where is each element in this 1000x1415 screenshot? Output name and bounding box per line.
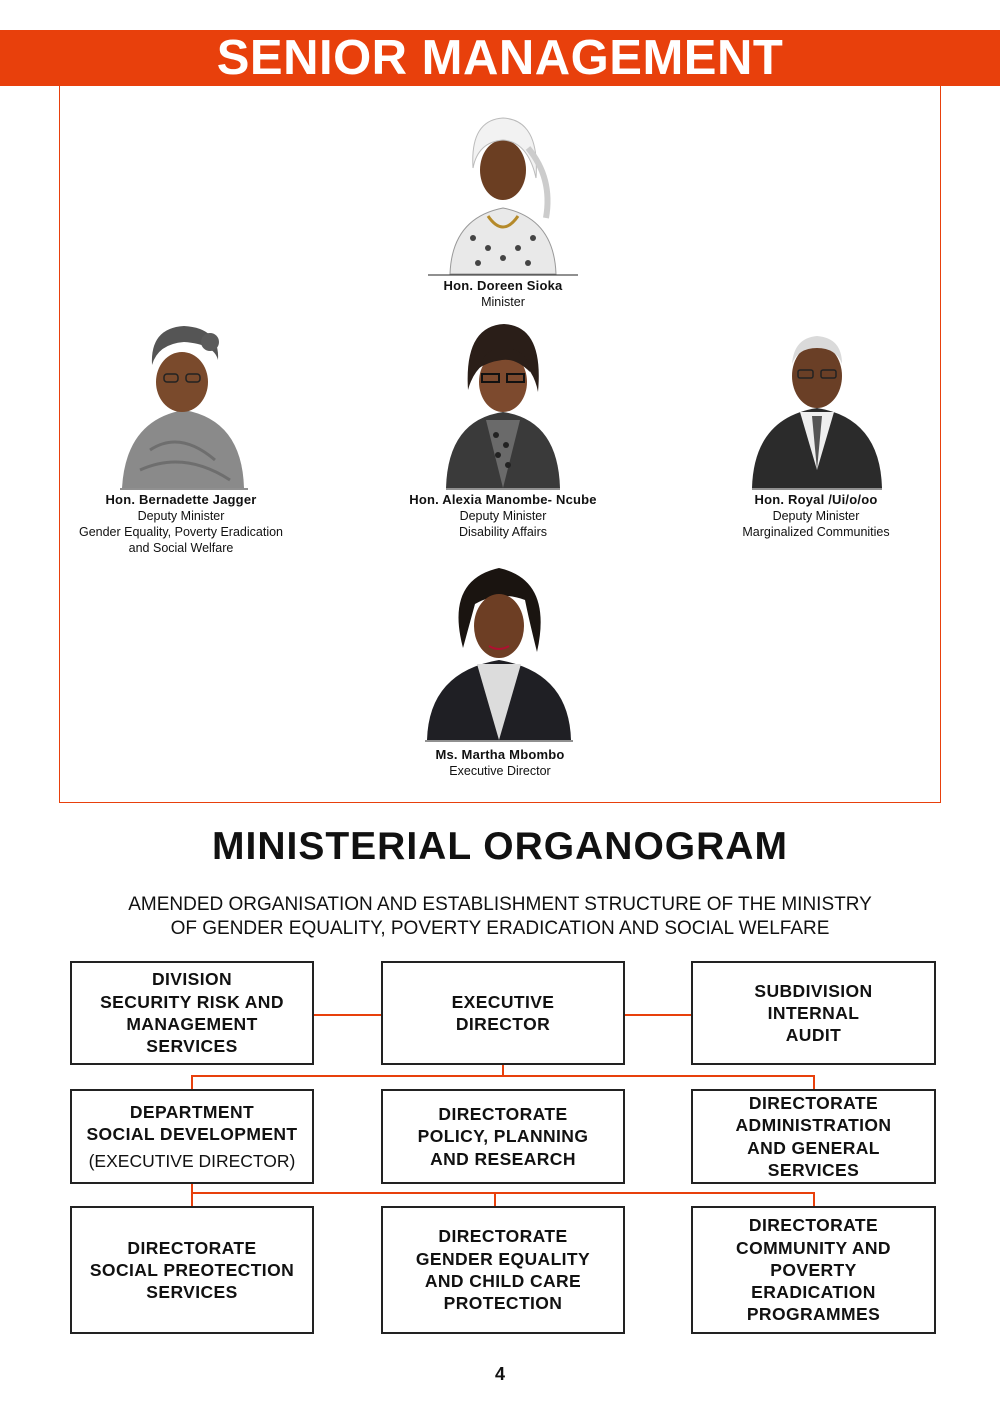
connector-line bbox=[191, 1075, 193, 1090]
org-box-administration: DIRECTORATE ADMINISTRATION AND GENERAL SERVICES bbox=[691, 1089, 936, 1184]
connector-line bbox=[191, 1183, 193, 1207]
caption-executive-director bbox=[375, 747, 625, 779]
person-name: Ms. Martha Mbombo bbox=[435, 747, 565, 762]
organogram-subtitle bbox=[0, 893, 1000, 941]
caption-deputy-minister-gender bbox=[60, 492, 302, 556]
page-title: SENIOR MANAGEMENT bbox=[216, 31, 784, 85]
connector-line bbox=[191, 1075, 814, 1077]
portrait-minister bbox=[428, 108, 578, 276]
person-name: Hon. Doreen Sioka bbox=[443, 278, 563, 293]
portrait-deputy-minister-marginalized bbox=[752, 320, 882, 490]
org-box-executive-director: EXECUTIVE DIRECTOR bbox=[381, 961, 625, 1065]
person-name: Hon. Alexia Manombe- Ncube bbox=[409, 492, 597, 507]
caption-deputy-minister-marginalized bbox=[696, 492, 936, 540]
subtitle-line: AMENDED ORGANISATION AND ESTABLISHMENT STRUCTURE OF THE MINISTRY bbox=[128, 894, 872, 915]
caption-deputy-minister-disability bbox=[373, 492, 633, 540]
org-box-policy-planning: DIRECTORATE POLICY, PLANNING AND RESEARCH bbox=[381, 1089, 625, 1184]
person-title: Deputy Minister bbox=[459, 509, 547, 523]
person-portfolio: Marginalized Communities bbox=[742, 525, 890, 539]
person-name: Hon. Royal /Ui/o/oo bbox=[754, 492, 878, 507]
portrait-executive-director bbox=[425, 560, 573, 742]
person-name: Hon. Bernadette Jagger bbox=[105, 492, 257, 507]
subtitle-line: OF GENDER EQUALITY, POVERTY ERADICATION AND SOCIAL WELFARE bbox=[170, 918, 830, 939]
person-title: Executive Director bbox=[449, 764, 551, 778]
org-box-gender-equality: DIRECTORATE GENDER EQUALITY AND CHILD CARE PROTECTION bbox=[381, 1206, 625, 1334]
organogram-title: MINISTERIAL ORGANOGRAM bbox=[212, 825, 788, 868]
person-portfolio: Disability Affairs bbox=[459, 525, 547, 539]
page-number: 4 bbox=[494, 1364, 505, 1384]
header-banner bbox=[0, 30, 1000, 86]
portrait-deputy-minister-gender bbox=[120, 320, 248, 490]
org-box-community-poverty: DIRECTORATE COMMUNITY AND POVERTY ERADICATION PROGRAMMES bbox=[691, 1206, 936, 1334]
caption-minister bbox=[378, 278, 628, 310]
org-box-security-risk: DIVISION SECURITY RISK AND MANAGEMENT SERVICES bbox=[70, 961, 314, 1065]
person-title: Deputy Minister bbox=[772, 509, 860, 523]
connector-line bbox=[191, 1192, 814, 1194]
person-title: Minister bbox=[481, 295, 525, 309]
portrait-deputy-minister-disability bbox=[446, 320, 560, 490]
org-box-social-protection: DIRECTORATE SOCIAL PREOTECTION SERVICES bbox=[70, 1206, 314, 1334]
connector-line bbox=[813, 1075, 815, 1090]
person-portfolio: Gender Equality, Poverty Eradication bbox=[78, 525, 284, 539]
person-title: Deputy Minister bbox=[137, 509, 225, 523]
person-portfolio: and Social Welfare bbox=[128, 541, 234, 555]
org-box-internal-audit: SUBDIVISION INTERNAL AUDIT bbox=[691, 961, 936, 1065]
connector-line bbox=[494, 1192, 496, 1207]
connector-line bbox=[813, 1192, 815, 1207]
org-box-social-development: DEPARTMENT SOCIAL DEVELOPMENT (EXECUTIVE DIRECTOR) bbox=[70, 1089, 314, 1184]
